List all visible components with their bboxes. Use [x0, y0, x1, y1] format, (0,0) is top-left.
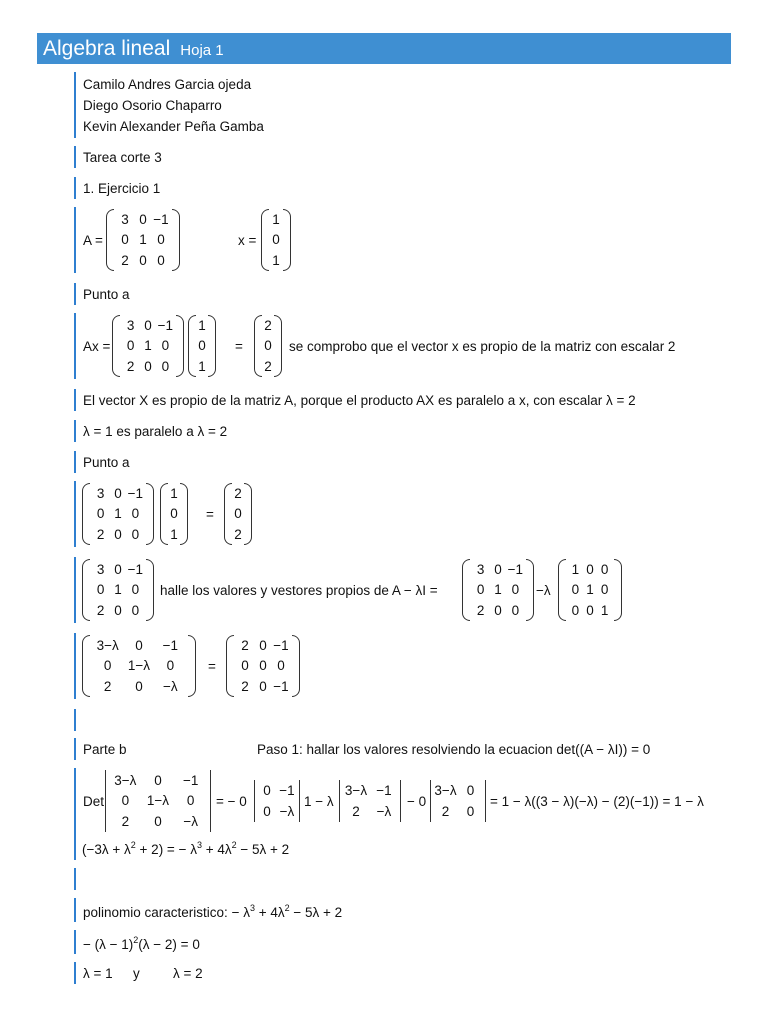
matrix-cell: 3 [96, 485, 105, 501]
matrix-cell: 0 [494, 602, 502, 618]
matrix-cell: 2 [121, 252, 129, 268]
poly-part: + 2) = − λ [135, 842, 197, 857]
matrix-cell: −1 [273, 678, 289, 694]
parte-b-heading: Parte b [83, 742, 127, 757]
matrix-cell: 2 [126, 358, 135, 374]
matrix-cell: 2 [241, 678, 249, 694]
characteristic-polynomial-text [83, 904, 342, 920]
matrix-cell: 0 [259, 658, 267, 674]
matrix-cell: 0 [131, 506, 140, 522]
expanded-polynomial [82, 841, 289, 857]
poly-part: − 5λ + 2 [289, 905, 343, 920]
parte-b-line [74, 738, 714, 760]
matrix-cell: 0 [157, 252, 165, 268]
a-label: A = [83, 233, 103, 248]
matrix-cell: 1 [139, 232, 147, 248]
matrix-cell: 0 [131, 526, 140, 542]
matrix-cell: 2 [121, 813, 130, 829]
matrix-cell: 0 [114, 526, 122, 542]
matrix-cell: 0 [600, 561, 609, 577]
equation-A-x [74, 207, 674, 273]
identity-matrix [558, 559, 622, 621]
matrix-cell: 0 [198, 338, 206, 354]
determinant-expansion [74, 768, 734, 860]
matrix-cell: 0 [114, 602, 122, 618]
matrix-cell: −λ [183, 813, 198, 829]
matrix-cell: 0 [234, 506, 242, 522]
matrix-cell: −λ [163, 678, 178, 694]
matrix-cell: 2 [96, 602, 105, 618]
matrix-cell: −λ [279, 803, 295, 819]
factorization [74, 930, 374, 954]
equals-sign: = [206, 507, 214, 522]
equation-A-minus-lambda-I [74, 557, 634, 623]
vector-x [261, 209, 291, 271]
task-text: Tarea corte 3 [83, 150, 162, 165]
matrix-A [82, 559, 154, 621]
matrix-cell: 0 [161, 358, 170, 374]
matrix-cell: 0 [121, 232, 129, 248]
matrix-cell: 2 [476, 602, 485, 618]
matrix-cell: 0 [154, 772, 162, 788]
empty-cell [74, 709, 83, 731]
matrix-cell: 0 [263, 803, 271, 819]
matrix-cell: 0 [135, 637, 143, 653]
matrix-cell: 0 [259, 678, 267, 694]
characteristic-polynomial [74, 898, 474, 922]
matrix-cell: 2 [441, 803, 450, 819]
matrix-cell: 1 [600, 602, 609, 618]
exponent: 2 [284, 903, 290, 913]
matrix-cell: 2 [264, 317, 272, 333]
equals-sign: = [208, 659, 216, 674]
matrix-cell: −1 [157, 317, 174, 333]
matrix-cell: 0 [144, 317, 152, 333]
document-header [37, 33, 731, 64]
matrix-cell: 0 [126, 338, 135, 354]
matrix-cell: 0 [277, 658, 285, 674]
matrix-cell: 2 [352, 803, 360, 819]
matrix-cell: 3−λ [434, 782, 457, 798]
empty-cell [74, 868, 83, 890]
matrix-cell: 2 [103, 678, 112, 694]
matrix-cell: 0 [263, 782, 271, 798]
eigenvalue-1: λ = 1 [83, 966, 113, 981]
matrix-cell: 0 [131, 602, 140, 618]
document-title: Algebra lineal [43, 37, 171, 60]
exponent: 2 [133, 935, 139, 945]
matrix-cell: 1 [114, 506, 122, 522]
author-3: Kevin Alexander Peña Gamba [83, 119, 264, 134]
task-line [74, 146, 162, 168]
matrix-cell: 0 [96, 506, 105, 522]
statement-1-text: El vector X es propio de la matriz A, porque el producto AX es paralelo a x, con escalar λ = 2 [83, 393, 636, 408]
punto-a-heading: Punto a [83, 455, 130, 470]
matrix-cell: 0 [186, 793, 195, 809]
matrix-cell: −1 [153, 211, 169, 227]
matrix-cell: 0 [511, 582, 520, 598]
matrix-cell: 3−λ [96, 637, 119, 653]
matrix-cell: 2 [234, 485, 242, 501]
punto-a-line [74, 283, 130, 305]
vector-x [188, 315, 216, 377]
document-subtitle: Hoja 1 [180, 42, 224, 59]
factorization-text [83, 936, 200, 952]
matrix-cell: 0 [144, 358, 152, 374]
vector-result [224, 483, 252, 545]
poly-part: − λ [227, 905, 250, 920]
matrix-cell: 3−λ [114, 772, 137, 788]
statement-2 [74, 420, 228, 442]
equation-Ax-2 [74, 481, 274, 547]
matrix-cell: −1 [273, 637, 289, 653]
matrix-cell: 0 [157, 232, 165, 248]
equals-sign: = [235, 339, 243, 354]
matrix-cell: 1 [586, 582, 594, 598]
matrix-cell: 1−λ [146, 793, 170, 809]
matrix-cell: 0 [96, 582, 105, 598]
matrix-cell: 3 [126, 317, 135, 333]
matrix-cell: 0 [135, 678, 143, 694]
vector-result [254, 315, 282, 377]
matrix-A [462, 559, 534, 621]
matrix-cell: 1 [198, 358, 206, 374]
matrix-cell: 0 [586, 561, 594, 577]
ax-label: Ax = [83, 339, 111, 354]
matrix-cell: 1 [571, 561, 580, 577]
equation-A-minus-lambda-result [74, 633, 314, 699]
matrix-cell: 1 [198, 317, 206, 333]
matrix-cell: 0 [139, 211, 147, 227]
matrix-cell: −1 [127, 485, 144, 501]
minus-lambda: −λ [536, 583, 551, 598]
matrix-cell: 0 [494, 561, 502, 577]
poly-label: polinomio caracteristico: [83, 905, 228, 920]
matrix-cell: 2 [96, 526, 105, 542]
matrix-cell: 1 [114, 582, 122, 598]
determinant-A-minus-lambda-I [105, 770, 211, 832]
matrix-cell: 0 [466, 803, 475, 819]
conjunction: y [133, 966, 140, 981]
exponent: 2 [130, 840, 136, 850]
matrix-cell: 0 [166, 658, 175, 674]
matrix-cell: −1 [182, 772, 199, 788]
det-term-1: = − 0 [216, 794, 247, 809]
matrix-cell: 0 [264, 338, 272, 354]
minor-3 [430, 780, 486, 822]
matrix-cell: 0 [161, 338, 170, 354]
poly-part: + 4λ [201, 842, 232, 857]
matrix-cell: −1 [507, 561, 524, 577]
matrix-cell: 0 [511, 602, 520, 618]
section-1-heading: 1. Ejercicio 1 [83, 181, 161, 196]
punto-a-line-2 [74, 451, 130, 473]
matrix-cell: 0 [586, 602, 594, 618]
matrix-cell: 1−λ [127, 658, 151, 674]
vector-x [160, 483, 188, 545]
matrix-cell: −1 [376, 782, 392, 798]
det-term-2: 1 − λ [304, 794, 334, 809]
section-1-line [74, 177, 161, 199]
author-2: Diego Osorio Chaparro [83, 98, 222, 113]
matrix-cell: −1 [127, 561, 144, 577]
matrix-cell: 0 [114, 561, 122, 577]
matrix-cell: 0 [103, 658, 112, 674]
matrix-cell: −λ [376, 803, 392, 819]
matrix-cell: −1 [162, 637, 179, 653]
authors-block [74, 72, 264, 138]
det-label: Det [83, 794, 105, 809]
matrix-cell: 0 [476, 582, 485, 598]
minor-2 [339, 780, 401, 822]
matrix-cell: 1 [272, 252, 280, 268]
matrix-cell: 3−λ [344, 782, 368, 798]
matrix-cell: 0 [571, 582, 580, 598]
matrix-cell: 0 [121, 793, 130, 809]
poly-part: − 5λ + 2 [236, 842, 290, 857]
matrix-cell: 0 [154, 813, 162, 829]
eigenvalues [74, 962, 374, 984]
poly-part: − (λ − 1) [83, 937, 134, 952]
matrix-cell: 0 [170, 506, 178, 522]
matrix-cell: 3 [121, 211, 129, 227]
paso-1-text: Paso 1: hallar los valores resolviendo la ecuacion det((A − λI)) = 0 [257, 742, 651, 757]
matrix-A-minus-lambda-I [82, 635, 196, 697]
eigenvalue-2: λ = 2 [173, 966, 203, 981]
statement-2-text: λ = 1 es paralelo a λ = 2 [83, 424, 228, 439]
matrix-cell: 1 [170, 526, 178, 542]
exponent: 2 [231, 840, 237, 850]
exponent: 3 [249, 903, 255, 913]
matrix-result [226, 635, 300, 697]
matrix-cell: 0 [259, 637, 267, 653]
equation-Ax [74, 313, 724, 379]
matrix-cell: 0 [571, 602, 580, 618]
det-result: = 1 − λ((3 − λ)(−λ) − (2)(−1)) = 1 − λ [490, 794, 704, 809]
matrix-cell: 2 [234, 526, 242, 542]
matrix-cell: 1 [170, 485, 178, 501]
matrix-cell: 0 [114, 485, 122, 501]
matrix-cell: 0 [139, 252, 147, 268]
author-1: Camilo Andres Garcia ojeda [83, 77, 252, 92]
exponent: 3 [196, 840, 202, 850]
minor-1 [254, 780, 300, 822]
matrix-cell: 1 [144, 338, 152, 354]
eigen-task-text: halle los valores y vestores propios de A − λI = [160, 583, 438, 598]
punto-a-heading: Punto a [83, 287, 130, 302]
matrix-cell: 0 [241, 658, 249, 674]
matrix-A [106, 209, 180, 271]
matrix-cell: 0 [272, 232, 280, 248]
matrix-cell: 2 [264, 358, 272, 374]
matrix-cell: 1 [494, 582, 502, 598]
matrix-cell: 3 [96, 561, 105, 577]
matrix-cell: 0 [600, 582, 609, 598]
x-label: x = [238, 233, 257, 248]
poly-part: (−3λ + λ [82, 842, 131, 857]
poly-part: (λ − 2) = 0 [138, 937, 200, 952]
statement-1 [74, 389, 724, 411]
matrix-cell: 2 [241, 637, 249, 653]
matrix-cell: 0 [466, 782, 475, 798]
det-term-3: − 0 [407, 794, 427, 809]
poly-part: + 4λ [254, 905, 285, 920]
matrix-cell: 3 [476, 561, 485, 577]
matrix-A [82, 483, 154, 545]
matrix-cell: 1 [272, 211, 280, 227]
matrix-cell: 0 [131, 582, 140, 598]
eigen-check-text: se comprobo que el vector x es propio de la matriz con escalar 2 [289, 339, 676, 354]
matrix-A [112, 315, 184, 377]
matrix-cell: −1 [279, 782, 295, 798]
